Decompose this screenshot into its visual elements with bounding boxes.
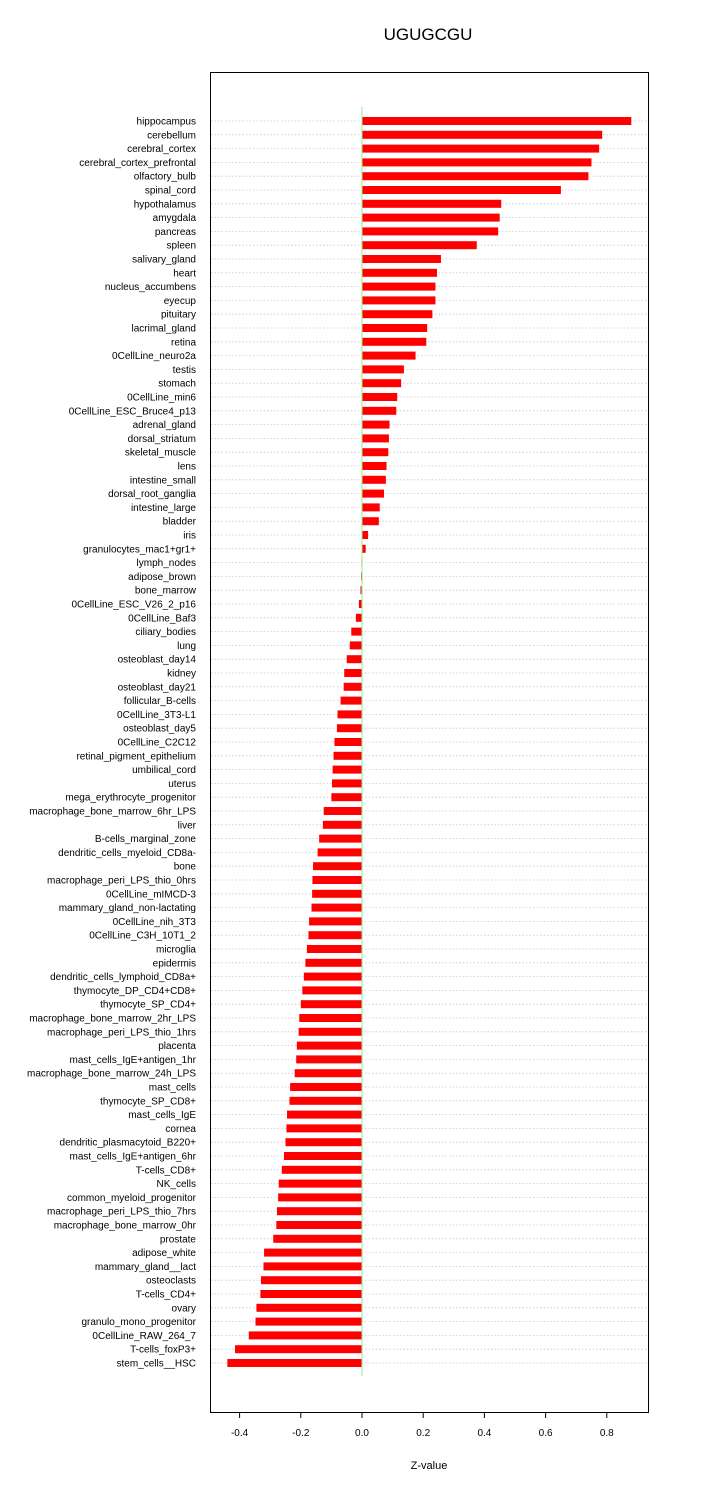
category-label: 0CellLine_3T3-L1 <box>117 709 196 721</box>
category-label: common_myeloid_progenitor <box>67 1192 196 1204</box>
bar <box>289 1097 362 1105</box>
category-label: hypothalamus <box>133 199 196 211</box>
x-tick-label: -0.2 <box>292 1428 310 1439</box>
bar <box>287 1111 362 1119</box>
bar <box>249 1331 362 1339</box>
x-tick-label: 0.6 <box>538 1428 553 1439</box>
bar <box>276 1221 362 1229</box>
category-label: 0CellLine_min6 <box>127 392 196 404</box>
category-label: cornea <box>165 1123 196 1135</box>
bar <box>351 628 362 636</box>
category-label: retinal_pigment_epithelium <box>76 751 196 763</box>
bar <box>290 1083 362 1091</box>
category-label: testis <box>172 364 196 376</box>
category-label: placenta <box>158 1041 196 1053</box>
bar <box>362 434 389 442</box>
category-label: mammary_gland_non-lactating <box>58 903 196 915</box>
bar <box>362 365 404 373</box>
bar <box>362 324 427 332</box>
bar <box>304 973 362 981</box>
bar <box>277 1207 362 1215</box>
bar <box>282 1166 362 1174</box>
category-label: follicular_B-cells <box>123 696 196 708</box>
bar <box>334 752 362 760</box>
bar <box>227 1359 362 1367</box>
category-label: NK_cells <box>156 1179 196 1191</box>
bar <box>332 779 362 787</box>
category-label: dorsal_striatum <box>127 433 196 445</box>
bar <box>362 158 592 166</box>
bar <box>362 310 432 318</box>
category-label: prostate <box>159 1234 196 1246</box>
bar <box>350 641 362 649</box>
category-label: retina <box>170 337 196 349</box>
category-label: mast_cells <box>148 1082 196 1094</box>
bar <box>308 931 362 939</box>
category-label: heart <box>173 268 196 280</box>
category-label: macrophage_peri_LPS_thio_0hrs <box>47 875 196 887</box>
bar <box>312 904 362 912</box>
chart-title: UGUGCGU <box>383 25 473 44</box>
category-label: salivary_gland <box>132 254 196 266</box>
category-label: cerebral_cortex_prefrontal <box>79 157 196 169</box>
category-label: kidney <box>167 668 196 680</box>
category-label: lens <box>177 461 196 473</box>
bar <box>299 1028 362 1036</box>
bar <box>307 945 362 953</box>
bar <box>279 1180 362 1188</box>
bar <box>362 503 380 511</box>
x-tick-label: 0.4 <box>477 1428 492 1439</box>
category-label: lymph_nodes <box>136 558 196 570</box>
category-label: 0CellLine_RAW_264_7 <box>92 1330 196 1342</box>
x-tick-label: 0.2 <box>416 1428 431 1439</box>
bar <box>362 421 390 429</box>
bar <box>362 352 416 360</box>
bar <box>297 1042 362 1050</box>
bar <box>296 1055 362 1063</box>
category-label: T-cells_CD8+ <box>135 1165 196 1177</box>
category-label: thymocyte_SP_CD4+ <box>100 999 196 1011</box>
category-label: macrophage_peri_LPS_thio_1hrs <box>47 1027 196 1039</box>
bar <box>362 186 561 194</box>
bar <box>334 738 362 746</box>
category-label: osteoblast_day14 <box>117 654 196 666</box>
bar <box>337 724 362 732</box>
bar <box>260 1290 362 1298</box>
bar <box>362 283 435 291</box>
bar <box>318 848 362 856</box>
bar <box>323 821 362 829</box>
bar <box>305 959 362 967</box>
category-label: 0CellLine_C3H_10T1_2 <box>89 930 196 942</box>
bar <box>331 793 362 801</box>
category-label: ciliary_bodies <box>135 627 196 639</box>
category-label: macrophage_bone_marrow_2hr_LPS <box>29 1013 196 1025</box>
bar <box>341 697 362 705</box>
bar <box>235 1345 362 1353</box>
bar <box>362 462 386 470</box>
category-label: stomach <box>158 378 196 390</box>
bar <box>344 669 362 677</box>
bar <box>362 476 386 484</box>
category-label: dendritic_cells_lymphoid_CD8a+ <box>50 972 196 984</box>
bar <box>286 1138 363 1146</box>
category-label: macrophage_bone_marrow_0hr <box>53 1220 196 1232</box>
category-label: adipose_white <box>132 1248 196 1260</box>
category-label: uterus <box>168 778 196 790</box>
category-label: 0CellLine_Baf3 <box>128 613 196 625</box>
category-label: osteoblast_day21 <box>117 682 196 694</box>
bar <box>362 255 441 263</box>
bar <box>362 545 366 553</box>
category-label: 0CellLine_neuro2a <box>112 351 196 363</box>
category-label: pituitary <box>160 309 196 321</box>
category-label: hippocampus <box>136 116 196 128</box>
bar <box>362 214 500 222</box>
x-tick-label: 0.0 <box>355 1428 369 1439</box>
category-label: spinal_cord <box>144 185 196 197</box>
category-label: stem_cells__HSC <box>116 1358 196 1370</box>
category-label: 0CellLine_mIMCD-3 <box>105 889 196 901</box>
category-label: nucleus_accumbens <box>104 282 196 294</box>
bar <box>362 490 384 498</box>
bar <box>362 145 599 153</box>
category-label: skeletal_muscle <box>124 447 196 459</box>
bar <box>362 517 379 525</box>
bar <box>338 710 362 718</box>
category-label: intestine_small <box>129 475 196 487</box>
category-label: microglia <box>155 944 196 956</box>
category-label: granulo_mono_progenitor <box>81 1317 196 1329</box>
bar <box>347 655 362 663</box>
bar <box>362 448 388 456</box>
category-label: dorsal_root_ganglia <box>108 489 196 501</box>
category-label: T-cells_foxP3+ <box>130 1344 196 1356</box>
bar <box>284 1152 362 1160</box>
bar <box>263 1262 362 1270</box>
bar <box>362 241 477 249</box>
category-label: cerebellum <box>147 130 196 142</box>
category-label: bladder <box>162 516 196 528</box>
bar <box>344 683 362 691</box>
category-label: ovary <box>171 1303 196 1315</box>
category-label: amygdala <box>152 213 196 225</box>
category-label: osteoclasts <box>145 1275 196 1287</box>
bar <box>256 1318 362 1326</box>
category-label: macrophage_peri_LPS_thio_7hrs <box>47 1206 196 1218</box>
bar <box>256 1304 362 1312</box>
category-label: bone_marrow <box>134 585 196 597</box>
category-label: 0CellLine_ESC_V26_2_p16 <box>71 599 196 611</box>
bar <box>362 296 435 304</box>
category-label: macrophage_bone_marrow_24h_LPS <box>26 1068 196 1080</box>
category-label: lacrimal_gland <box>131 323 196 335</box>
bar <box>356 614 362 622</box>
bar <box>362 200 501 208</box>
category-label: cerebral_cortex <box>127 144 196 156</box>
category-label: mast_cells_IgE <box>128 1110 196 1122</box>
category-label: olfactory_bulb <box>133 171 196 183</box>
bar <box>302 986 362 994</box>
category-label: mast_cells_IgE+antigen_6hr <box>69 1151 196 1163</box>
category-label: 0CellLine_nih_3T3 <box>112 916 196 928</box>
bar <box>362 117 631 125</box>
x-tick-label: -0.4 <box>230 1428 249 1439</box>
category-label: spleen <box>166 240 196 252</box>
bar <box>362 379 401 387</box>
category-label: osteoblast_day5 <box>123 723 196 735</box>
category-label: umbilical_cord <box>132 765 196 777</box>
bar <box>286 1124 362 1132</box>
grid-lines <box>211 121 647 1363</box>
bar <box>278 1193 362 1201</box>
bar <box>319 835 362 843</box>
x-tick-label: 0.8 <box>599 1428 614 1439</box>
bar <box>301 1000 362 1008</box>
bar <box>312 890 362 898</box>
category-label: 0CellLine_C2C12 <box>117 737 196 749</box>
category-label: granulocytes_mac1+gr1+ <box>83 544 196 556</box>
bar <box>261 1276 362 1284</box>
category-label: dendritic_plasmacytoid_B220+ <box>59 1137 196 1149</box>
bar <box>362 131 602 139</box>
bar <box>362 172 588 180</box>
category-label: eyecup <box>163 295 196 307</box>
category-label: B-cells_marginal_zone <box>94 834 196 846</box>
bar <box>362 393 397 401</box>
bar <box>264 1249 362 1257</box>
category-label: liver <box>177 820 196 832</box>
bar <box>324 807 362 815</box>
category-label: mega_erythrocyte_progenitor <box>65 792 196 804</box>
category-label: iris <box>183 530 196 542</box>
category-label: adipose_brown <box>128 571 196 583</box>
bar <box>295 1069 362 1077</box>
category-label: thymocyte_SP_CD8+ <box>100 1096 196 1108</box>
x-axis <box>231 1412 614 1439</box>
category-label: mammary_gland__lact <box>94 1261 196 1273</box>
bar <box>362 269 437 277</box>
category-label: thymocyte_DP_CD4+CD8+ <box>73 985 196 997</box>
bar <box>333 766 362 774</box>
bar <box>299 1014 362 1022</box>
category-label: mast_cells_IgE+antigen_1hr <box>69 1054 196 1066</box>
category-label: adrenal_gland <box>132 420 196 432</box>
bar <box>362 227 498 235</box>
bar <box>309 917 362 925</box>
bar <box>273 1235 362 1243</box>
category-label: epidermis <box>152 958 196 970</box>
x-axis-label: Z-value <box>410 1460 448 1472</box>
bar <box>362 531 368 539</box>
category-label: T-cells_CD4+ <box>135 1289 196 1301</box>
category-label: pancreas <box>154 226 196 238</box>
bar <box>313 862 362 870</box>
bar <box>362 338 426 346</box>
category-label: 0CellLine_ESC_Bruce4_p13 <box>68 406 196 418</box>
category-label: macrophage_bone_marrow_6hr_LPS <box>29 806 196 818</box>
category-label: intestine_large <box>130 502 196 514</box>
category-label: lung <box>177 640 196 652</box>
category-label: dendritic_cells_myeloid_CD8a- <box>58 847 196 859</box>
category-label: bone <box>173 861 196 873</box>
bar <box>312 876 362 884</box>
category-labels <box>27 117 197 1370</box>
bar <box>362 407 396 415</box>
